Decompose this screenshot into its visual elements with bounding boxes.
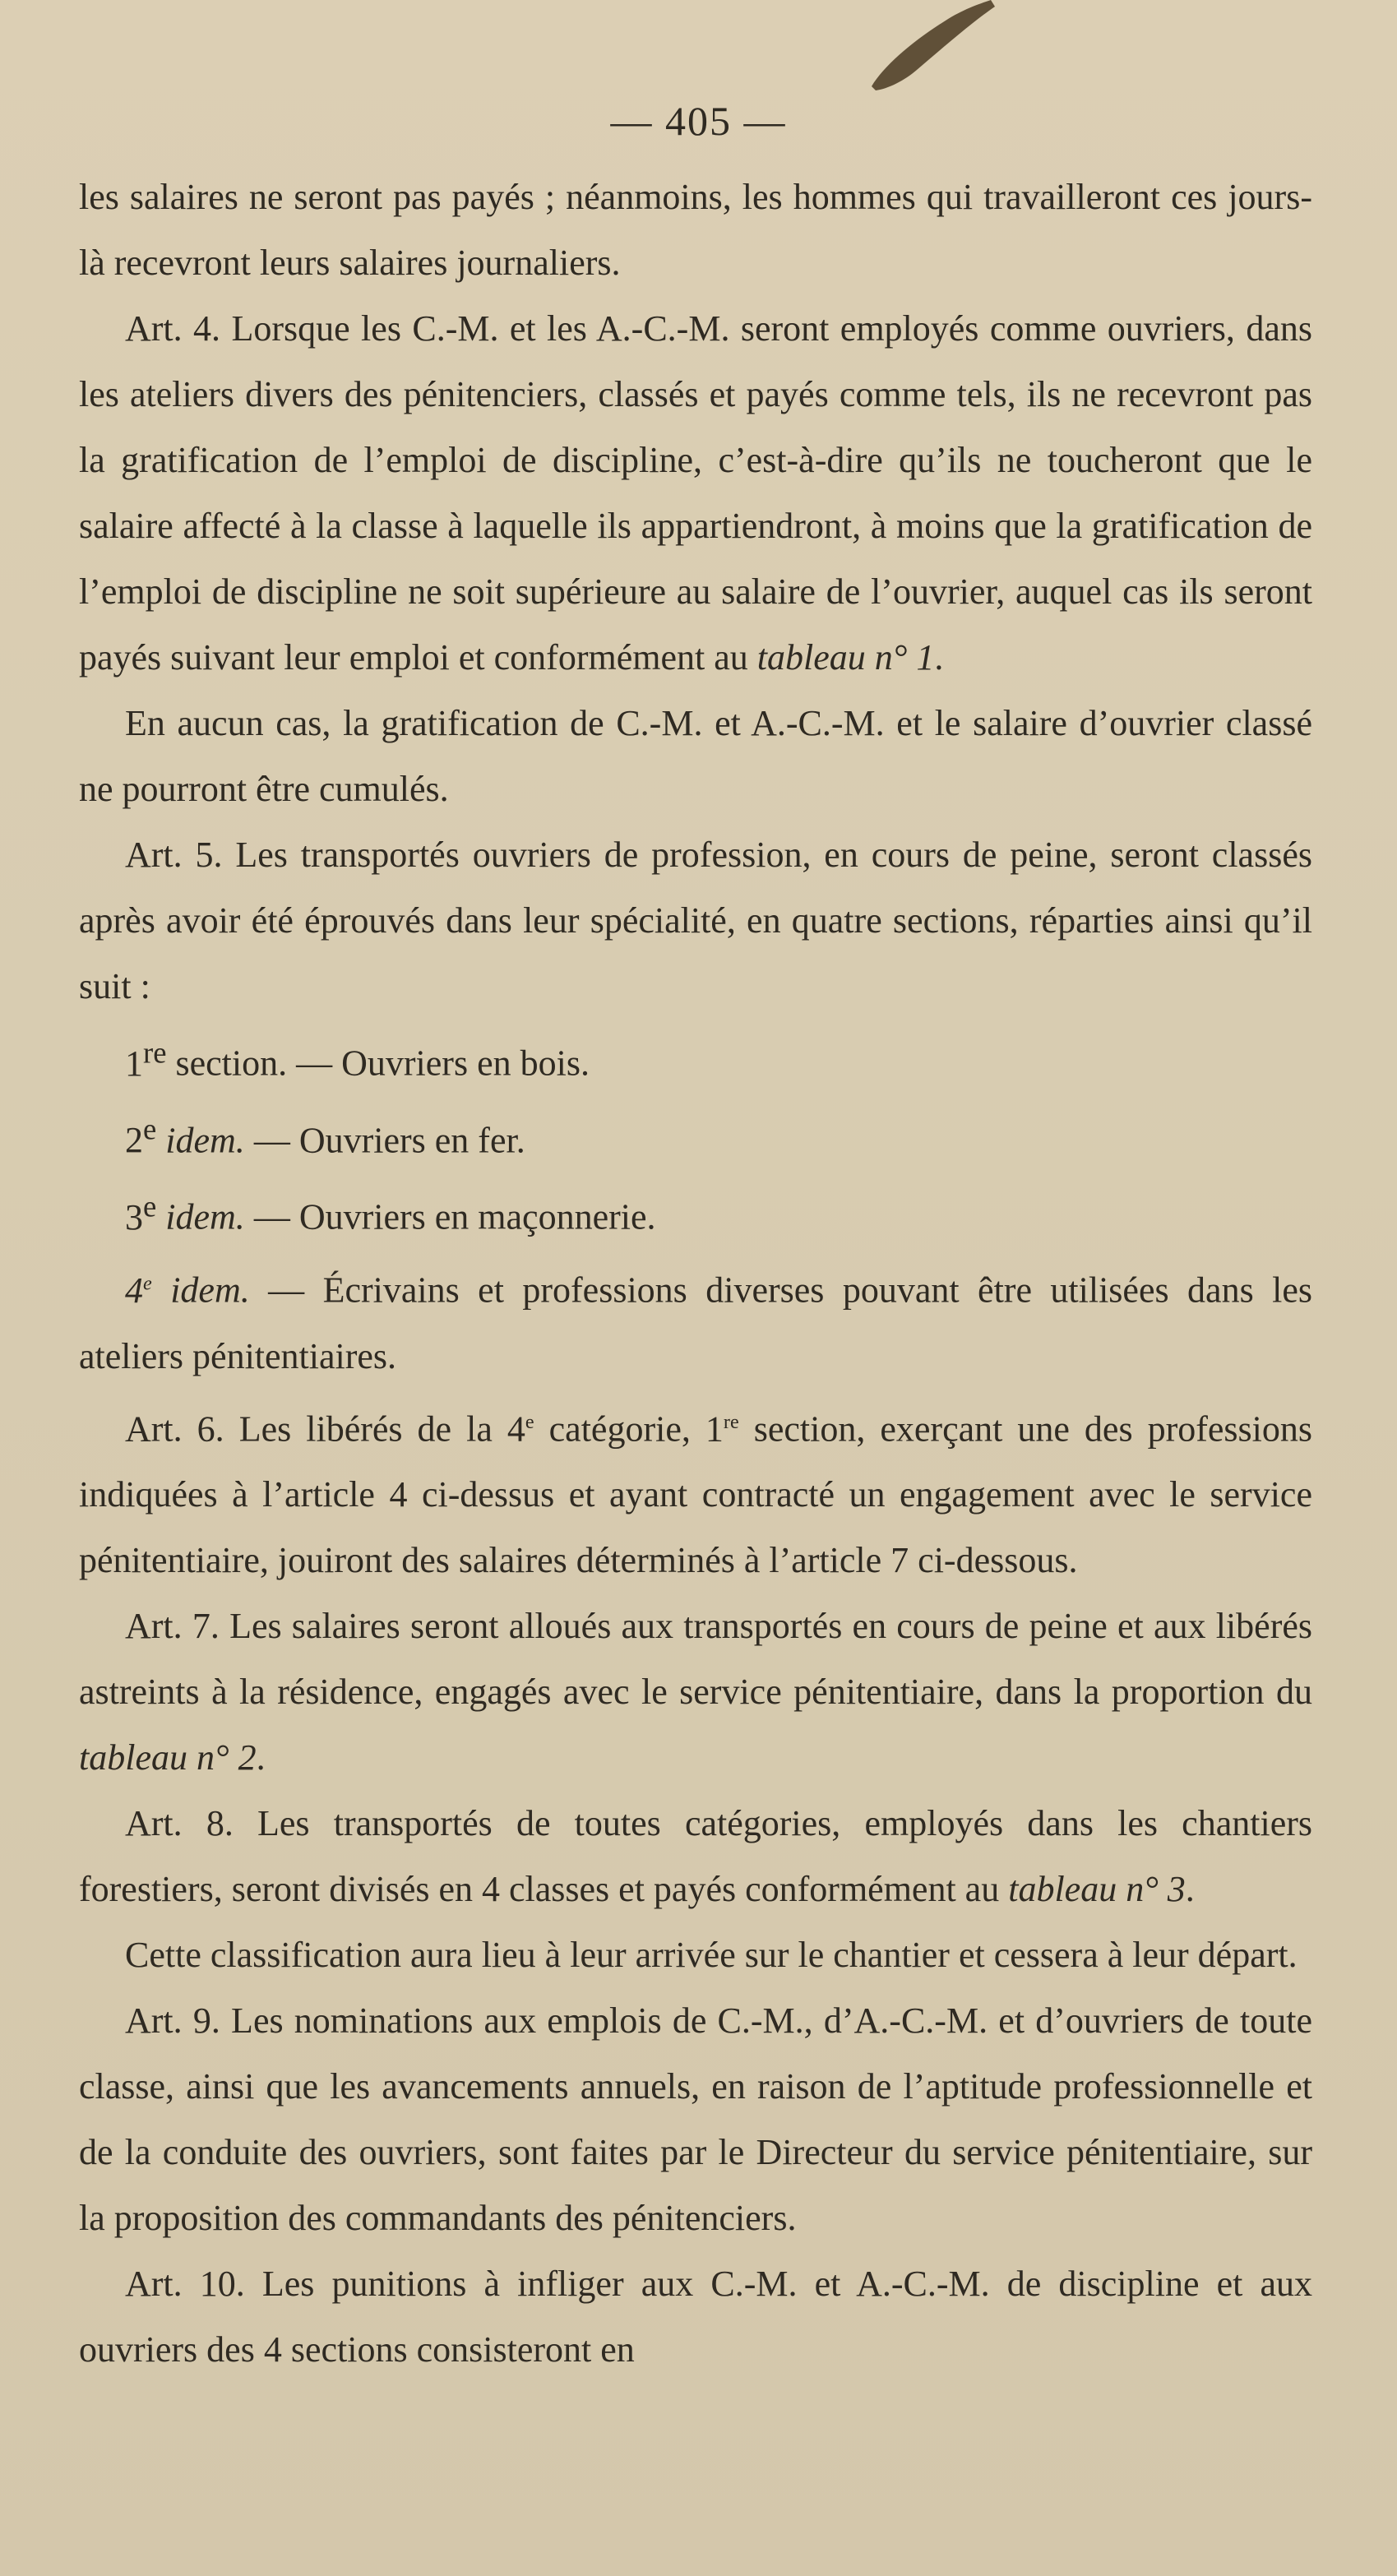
section-item-4 <box>79 1251 1312 1390</box>
paragraph-art-8: Art. 8. Les transportés de toutes catégories, employés dans les chantiers forestiers, seront divisés en 4 classes et payés conformément au tableau n° 3. <box>79 1803 1312 1910</box>
section-label: idem. <box>170 1270 250 1311</box>
paragraph-art-9: Art. 9. Les nominations aux emplois de C.-M., d’A.-C.-M. et d’ouvriers de toute classe, ainsi que les avancements annuels, en raison de l’aptitude professionnelle et de la conduite des ouvriers, sont faites par le Directeur du service pénitentiaire, sur la proposition des commandants des pénitenciers. <box>79 2000 1312 2239</box>
table-reference-1: tableau n° 1 <box>756 637 935 678</box>
section-dash: — <box>296 1043 333 1084</box>
paragraph-classification: Cette classification aura lieu à leur arrivée sur le chantier et cessera à leur départ. <box>125 1935 1298 1976</box>
section-number: 4e <box>125 1270 152 1311</box>
section-description: Ouvriers en maçonnerie. <box>298 1196 656 1237</box>
section-number: 3e <box>125 1189 157 1237</box>
section-description: Ouvriers en bois. <box>341 1043 590 1084</box>
section-item-2 <box>79 1097 1312 1174</box>
section-label: section. <box>175 1043 288 1084</box>
section-dash: — <box>253 1196 290 1237</box>
section-label: idem. <box>165 1196 245 1237</box>
paragraph-no-cumul: En aucun cas, la gratification de C.-M. et A.-C.-M. et le salaire d’ouvrier classé ne pourront être cumulés. <box>79 703 1312 809</box>
section-description: Écrivains et professions diverses pouvant être utilisées dans les ateliers pénitentiaires. <box>79 1270 1313 1376</box>
body-text <box>79 164 1312 2383</box>
section-dash: — <box>253 1120 290 1161</box>
page-number: — 405 — <box>610 98 787 144</box>
section-number: 2e <box>125 1112 157 1161</box>
section-item-3 <box>79 1173 1312 1251</box>
art-4-end: . <box>934 637 944 678</box>
table-reference-3: tableau n° 3 <box>1008 1869 1186 1910</box>
section-description: Ouvriers en fer. <box>298 1120 525 1161</box>
paragraph-art-7: Art. 7. Les salaires seront alloués aux transportés en cours de peine et aux libérés astreints à la résidence, engagés avec le service pénitentiaire, dans la proportion du tableau n° 2. <box>79 1606 1312 1778</box>
section-item-1 <box>79 1020 1312 1097</box>
paragraph-art-6: Art. 6. Les libérés de la 4e catégorie, 1re section, exerçant une des professions indiquées à l’article 4 ci-dessus et ayant contracté un engagement avec le service pénitentiaire, jouiront des salaires déterminés à l’article 7 ci-dessous. <box>79 1408 1313 1581</box>
section-dash: — <box>268 1270 305 1311</box>
section-label: idem. <box>165 1120 245 1161</box>
paragraph-art-10: Art. 10. Les punitions à infliger aux C.-M. et A.-C.-M. de discipline et aux ouvriers des 4 sections consisteront en <box>79 2264 1312 2370</box>
art-4-text: Art. 4. Lorsque les C.-M. et les A.-C.-M. seront employés comme ouvriers, dans les ateliers divers des pénitenciers, classés et payés comme tels, ils ne recevront pas la gratification de l’emploi de discipline, c’est-à-dire qu’ils ne toucheront que le salaire affecté à la classe à laquelle ils appartiendront, à moins que la gratification de l’emploi de discipline ne soit supérieure au salaire de l’ouvrier, auquel cas ils seront payés suivant leur emploi et conformément au <box>79 308 1312 678</box>
table-reference-2: tableau n° 2 <box>79 1737 257 1778</box>
paragraph-continuation: les salaires ne seront pas payés ; néanmoins, les hommes qui travailleront ces jours-là recevront leurs salaires journaliers. <box>79 177 1312 283</box>
section-number: 1re <box>125 1035 167 1084</box>
paragraph-art-5: Art. 5. Les transportés ouvriers de profession, en cours de peine, seront classés après avoir été éprouvés dans leur spécialité, en quatre sections, réparties ainsi qu’il suit : <box>79 835 1312 1006</box>
ink-smudge-mark <box>839 0 995 90</box>
paragraph-art-4 <box>79 296 1312 691</box>
